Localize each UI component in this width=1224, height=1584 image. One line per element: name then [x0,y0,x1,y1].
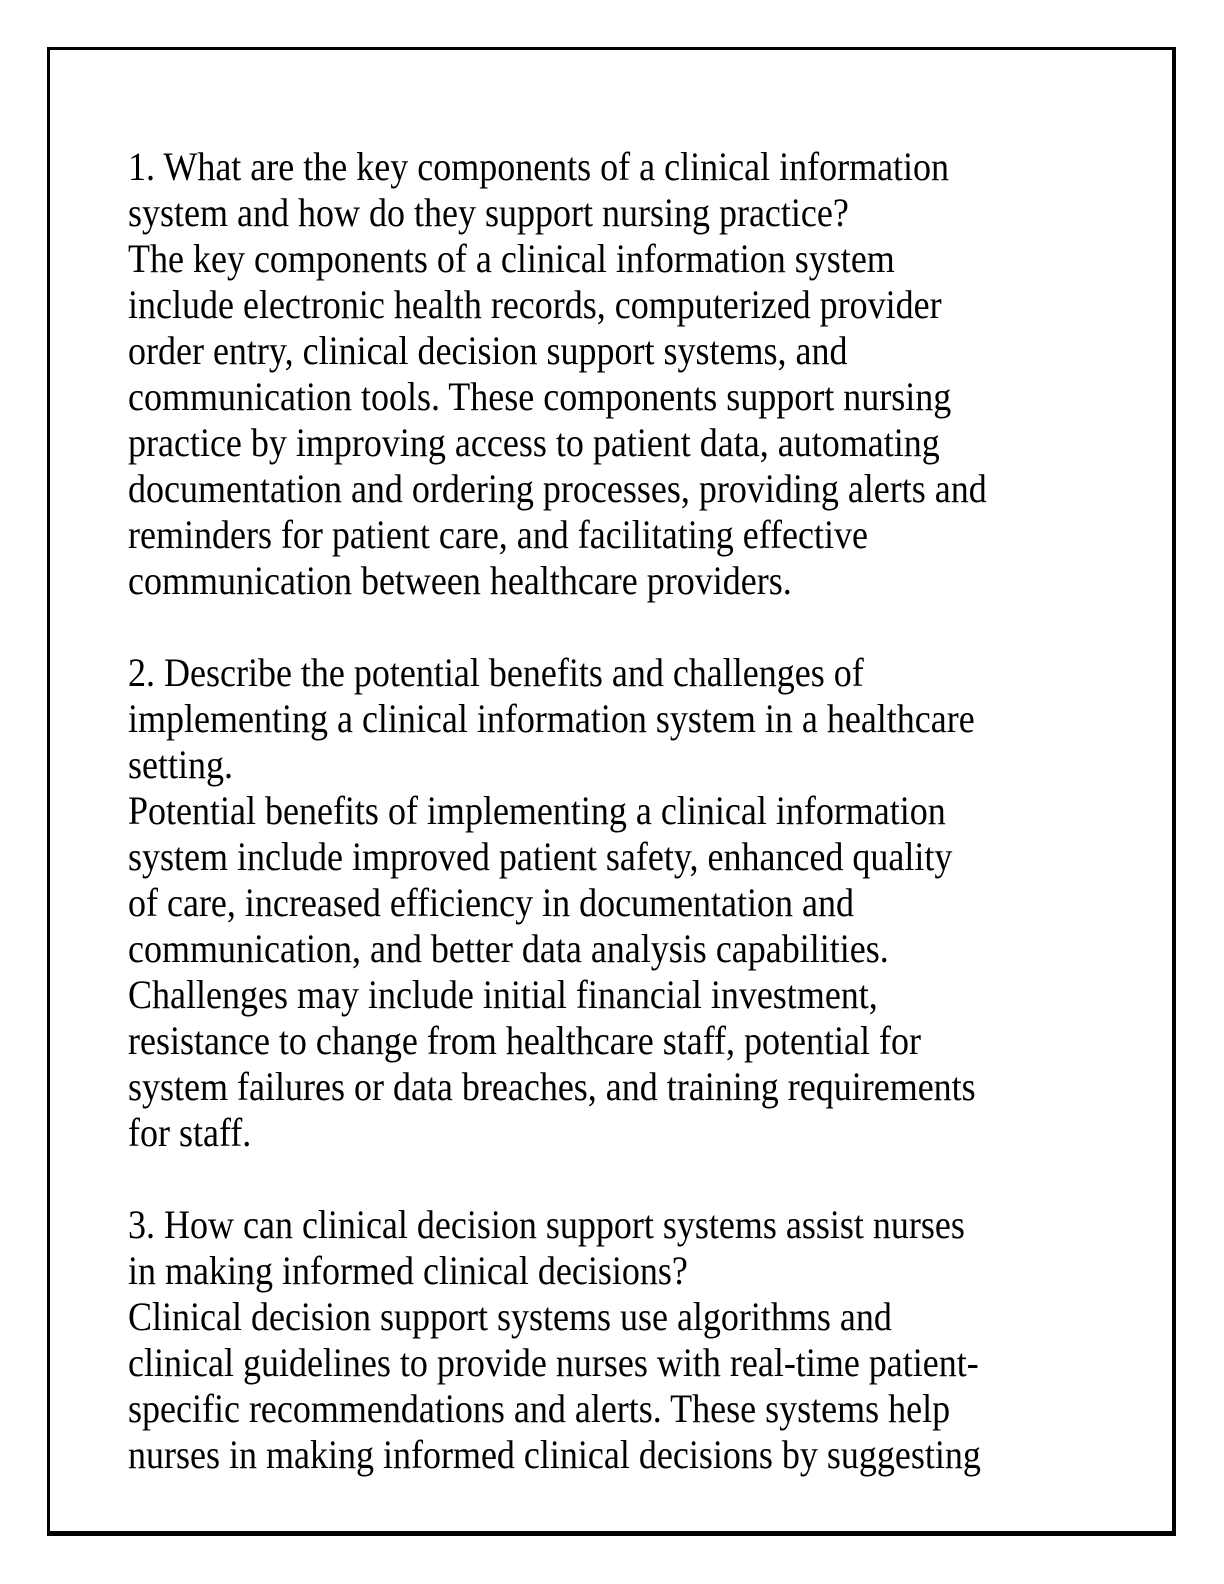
text-line: in making informed clinical decisions? [128,1248,688,1293]
text-line: Challenges may include initial financial investment, [128,972,878,1017]
qa-section-2 [128,650,1055,1156]
text-line: implementing a clinical information system in a healthcare [128,696,975,741]
text-line: resistance to change from healthcare staff, potential for [128,1018,921,1063]
text-line: system include improved patient safety, enhanced quality [128,834,953,879]
text-line: communication tools. These components support nursing [128,374,952,419]
text-line: system failures or data breaches, and training requirements [128,1064,976,1109]
text-line: 3. How can clinical decision support systems assist nurses [128,1202,965,1247]
text-line: The key components of a clinical information system [128,236,895,281]
text-line: 1. What are the key components of a clinical information [128,144,950,189]
qa-section-3 [128,1202,1055,1478]
text-line: for staff. [128,1110,252,1155]
text-line: Clinical decision support systems use algorithms and [128,1294,892,1339]
text-line: Potential benefits of implementing a clinical information [128,788,946,833]
text-line: 2. Describe the potential benefits and challenges of [128,650,864,695]
text-line: documentation and ordering processes, providing alerts and [128,466,987,511]
text-line: nurses in making informed clinical decisions by suggesting [128,1432,981,1477]
text-line: include electronic health records, computerized provider [128,282,942,327]
qa-section-1 [128,144,1055,604]
text-line: order entry, clinical decision support systems, and [128,328,848,373]
text-line: communication between healthcare providers. [128,558,792,603]
text-line: clinical guidelines to provide nurses with real-time patient- [128,1340,979,1385]
document-text-block [128,144,1055,1478]
page-frame [47,47,1176,1536]
text-line: communication, and better data analysis capabilities. [128,926,889,971]
text-line: setting. [128,742,234,787]
text-line: of care, increased efficiency in documentation and [128,880,855,925]
text-line: system and how do they support nursing practice? [128,190,849,235]
text-line: reminders for patient care, and facilitating effective [128,512,868,557]
text-line: practice by improving access to patient data, automating [128,420,940,465]
text-line: specific recommendations and alerts. These systems help [128,1386,951,1431]
